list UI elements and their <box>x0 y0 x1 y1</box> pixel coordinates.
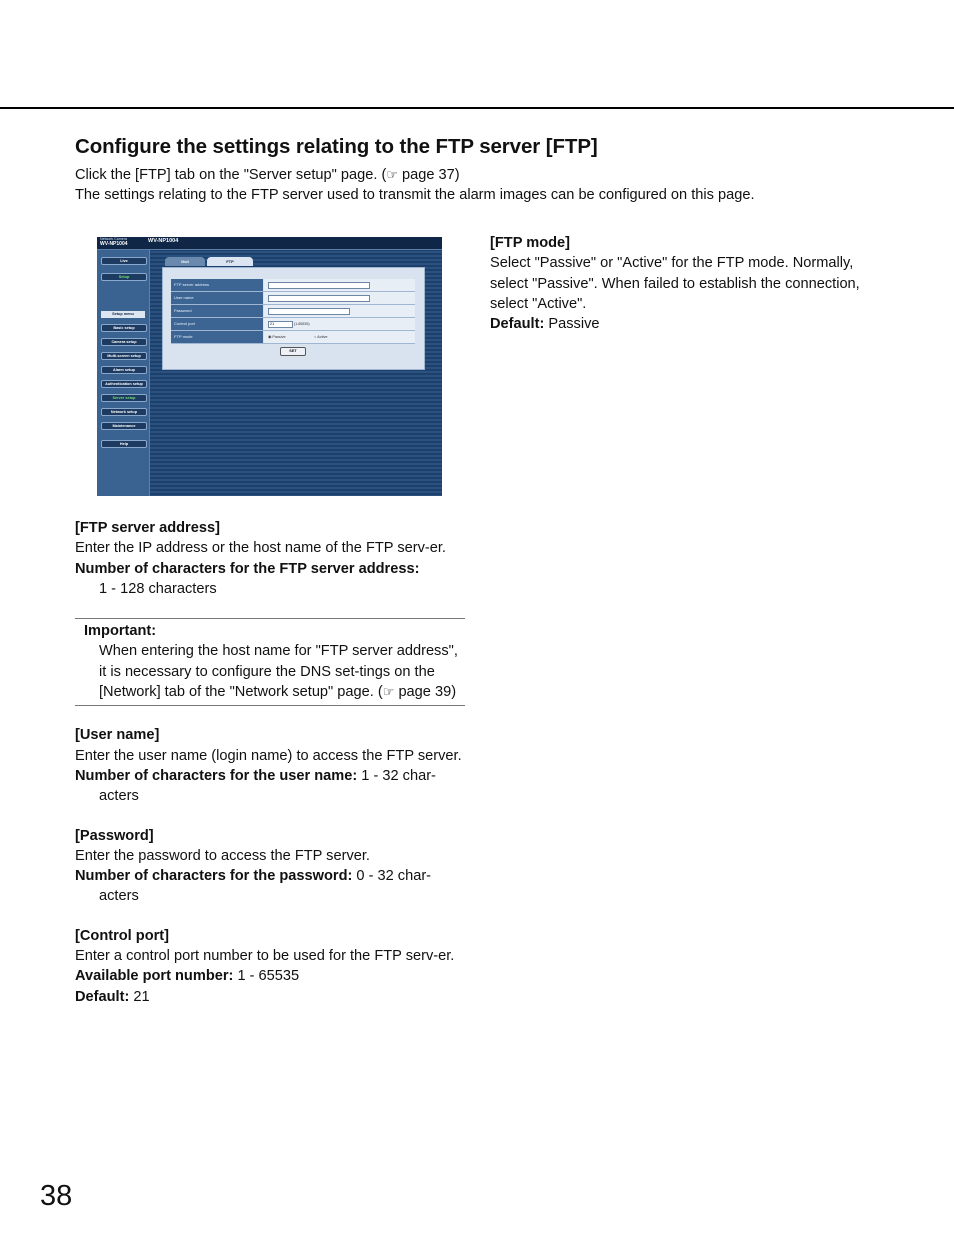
ftp-setup-screenshot <box>97 237 442 496</box>
control-port-input[interactable]: 21 <box>268 321 293 328</box>
control-port-available-label: Available port number: <box>75 968 234 985</box>
important-title: Important: <box>84 623 157 640</box>
ftp-mode-label: FTP mode <box>171 331 263 343</box>
user-name-cell <box>264 292 415 304</box>
authentication-setup-button[interactable]: Authentication setup <box>101 380 147 388</box>
setup-button[interactable]: Setup <box>101 273 147 281</box>
left-column <box>75 518 465 1026</box>
important-body <box>75 641 465 702</box>
page-number: 38 <box>40 1180 73 1212</box>
row-password <box>171 305 415 318</box>
control-port-available <box>75 966 465 986</box>
page-reference-icon: ☞ <box>386 167 398 182</box>
page-reference-icon: ☞ <box>382 684 395 700</box>
screenshot-brand: WV-NP1004 <box>100 241 128 247</box>
control-port-default-value: 21 <box>129 988 150 1005</box>
control-port-title: [Control port] <box>75 927 170 944</box>
row-control-port <box>171 318 415 331</box>
intro-line-2: The settings relating to the FTP server used to transmit the alarm images can be configured on this page. <box>75 187 755 203</box>
camera-setup-button[interactable]: Camera setup <box>101 338 147 346</box>
right-column <box>490 233 890 353</box>
passive-radio[interactable]: ◉ Passive <box>268 335 286 339</box>
ftp-mode-default-label: Default: <box>490 316 545 333</box>
network-setup-button[interactable]: Network setup <box>101 408 147 416</box>
server-setup-button[interactable]: Server setup <box>101 394 147 402</box>
control-port-label: Control port <box>171 318 263 330</box>
ftp-mode-default-value: Passive <box>544 316 600 333</box>
control-port-range: (1-65535) <box>294 322 310 326</box>
password-char-label: Number of characters for the password: <box>75 868 353 885</box>
live-button[interactable]: Live <box>101 257 147 265</box>
screenshot-header <box>97 237 442 250</box>
password-input[interactable] <box>268 308 350 315</box>
tab-mail[interactable]: Mail <box>165 257 205 266</box>
alarm-setup-button[interactable]: Alarm setup <box>101 366 147 374</box>
password-cell <box>264 305 415 317</box>
important-text: When entering the host name for "FTP server address", it is necessary to configure the DNS set-tings on the [Network] tab of the "Network setup" page. ( <box>99 643 458 701</box>
screenshot-model: WV-NP1004 <box>148 238 179 244</box>
ftp-settings-panel <box>162 267 425 370</box>
ftp-mode-cell <box>264 331 415 343</box>
user-name-label: User name <box>171 292 263 304</box>
password-char-value: 0 - 32 char-acters <box>99 868 432 905</box>
intro-line-1-page: page 37) <box>397 167 460 183</box>
row-ftp-mode <box>171 331 415 344</box>
help-button[interactable]: Help <box>101 440 147 448</box>
user-name-description: Enter the user name (login name) to access the FTP server. <box>75 747 462 764</box>
section-password <box>75 826 465 907</box>
passive-radio-label: Passive <box>272 335 286 339</box>
intro <box>75 165 755 205</box>
ftp-server-address-char-value: 1 - 128 characters <box>99 580 217 597</box>
row-user-name <box>171 292 415 305</box>
ftp-server-address-description: Enter the IP address or the host name of the FTP serv-er. <box>75 540 446 557</box>
tab-ftp[interactable]: FTP <box>207 257 253 266</box>
control-port-cell <box>264 318 415 330</box>
section-control-port <box>75 926 465 1007</box>
password-label: Password <box>171 305 263 317</box>
intro-line-1 <box>75 165 755 185</box>
control-port-available-value: 1 - 65535 <box>233 968 300 985</box>
basic-setup-button[interactable]: Basic setup <box>101 324 147 332</box>
active-radio-label: Active <box>317 335 328 339</box>
ftp-mode-title: [FTP mode] <box>490 235 570 251</box>
important-page: page 39) <box>394 684 457 701</box>
set-button[interactable]: SET <box>280 347 306 356</box>
ftp-mode-description: Select "Passive" or "Active" for the FTP mode. Normally, select "Passive". When failed to establish the connection, select "Active". <box>490 255 860 312</box>
screenshot-brand-caption: Network Camera <box>100 237 127 241</box>
section-user-name <box>75 725 465 806</box>
section-ftp-mode <box>490 233 890 334</box>
ftp-server-address-char-label: Number of characters for the FTP server address: <box>75 560 420 577</box>
control-port-default <box>75 987 465 1007</box>
intro-line-1-text: Click the [FTP] tab on the "Server setup" page. ( <box>75 167 387 183</box>
user-name-title: [User name] <box>75 727 160 744</box>
control-port-default-label: Default: <box>75 988 130 1005</box>
ftp-server-address-label: FTP server address <box>171 279 263 291</box>
password-description: Enter the password to access the FTP server. <box>75 847 370 864</box>
row-ftp-server-address <box>171 279 415 292</box>
active-radio[interactable]: ○ Active <box>314 335 328 339</box>
ftp-server-address-cell <box>264 279 415 291</box>
ftp-mode-default <box>490 314 890 334</box>
user-name-char-count <box>75 766 465 807</box>
multiscreen-setup-button[interactable]: Multi-screen setup <box>101 352 147 360</box>
screenshot-sidebar <box>97 250 150 496</box>
user-name-input[interactable] <box>268 295 370 302</box>
password-title: [Password] <box>75 827 154 844</box>
ftp-server-address-input[interactable] <box>268 282 370 289</box>
user-name-char-value: 1 - 32 char-acters <box>99 767 436 805</box>
user-name-char-label: Number of characters for the user name: <box>75 767 358 784</box>
ftp-server-address-title: [FTP server address] <box>75 520 220 536</box>
top-rule <box>0 107 954 109</box>
control-port-description: Enter a control port number to be used for the FTP serv-er. <box>75 948 455 965</box>
page-heading: Configure the settings relating to the FTP server [FTP] <box>75 135 598 158</box>
maintenance-button[interactable]: Maintenance <box>101 422 147 430</box>
important-note <box>75 618 465 706</box>
setup-menu-label: Setup menu <box>101 311 145 318</box>
password-char-count <box>75 866 465 907</box>
ftp-settings-table <box>171 279 415 344</box>
section-ftp-server-address <box>75 518 465 599</box>
